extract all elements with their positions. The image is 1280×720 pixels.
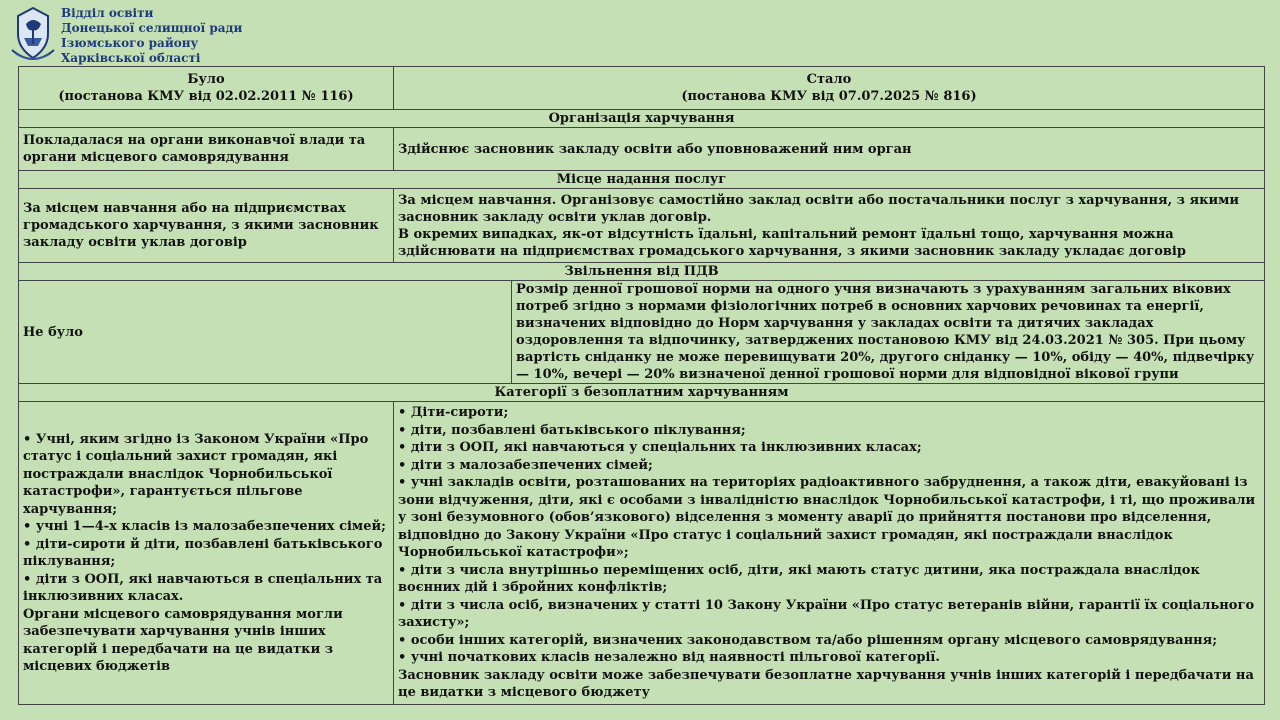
column-title: Було [187, 72, 225, 87]
cell-text: Засновник закладу освіти може забезпечувати безоплатне харчування учнів інших категорій і передбачати на це видатки з місцевого бюджету [398, 667, 1254, 701]
cell-after [394, 189, 1265, 263]
cell-after [394, 128, 1265, 171]
list-item: • учні закладів освіти, розташованих на територіях радіоактивного забруднення, а також діти, евакуйовані із зони відчуження, діти, які є особами з інвалідністю внаслідок Чорнобильської катастрофи, і ті, що проживали у зоні безумовного (обов’язкового) відселення з моменту аварії до прийняття постанови про відселення, відповідно до Закону України «Про статус і соціальний захист громадян, які постраждали внаслідок Чорнобильської катастрофи»; [398, 475, 1256, 561]
list-item: • особи інших категорій, визначених законодавством та/або рішенням органу місцевого самоврядування; [398, 632, 1218, 648]
cell-text: В окремих випадках, як-от відсутність їдальні, капітальний ремонт їдальні тощо, харчування можна здійснювати на підприємствах громадського харчування, з якими засновник закладу укладає договір [398, 226, 1186, 259]
section-header-row [19, 110, 1265, 128]
cell-before [19, 402, 394, 705]
list-item: • Діти-сироти; [398, 405, 509, 421]
section-header-row [19, 263, 1265, 281]
section-title: Категорії з безоплатним харчуванням [19, 384, 1265, 402]
department-name [61, 6, 242, 66]
list-item: • діти-сироти й діти, позбавлені батьківського піклування; [23, 536, 383, 569]
list-item: • учні початкових класів незалежно від наявності пільгової категорії. [398, 650, 940, 666]
column-subtitle: (постанова КМУ від 02.02.2011 № 116) [58, 89, 354, 104]
header [4, 2, 404, 66]
cell-before [19, 189, 394, 263]
cell-text: За місцем навчання. Організовує самостійно заклад освіти або постачальники послуг з харчування, з якими засновник закладу освіти уклав договір. [398, 192, 1240, 225]
column-subtitle: (постанова КМУ від 07.07.2025 № 816) [681, 89, 977, 104]
department-line: Харківської області [61, 51, 201, 65]
department-line: Донецької селищної ради [61, 21, 243, 35]
column-header-before [19, 67, 394, 110]
cell-text: Розмір денної грошової норми на одного учня визначають з урахуванням загальних вікових потреб згідно з нормами фізіологічних потреб в основних харчових речовинах та енергії, визначених відповідно до Норм харчування у закладах освіти та дитячих закладах оздоровлення та відпочинку, затверджених постановою КМУ від 24.03.2021 № 305. При цьому вартість сніданку не може перевищувати 20%, другого сніданку — 10%, обіду — 40%, підвечірку — 10%, вечері — 20% визначеної денної грошової норми для відповідної вікової групи [516, 282, 1255, 382]
list-item: • діти з ООП, які навчаються у спеціальних та інклюзивних класах; [398, 440, 922, 456]
emblem-logo-icon [8, 4, 58, 68]
list-item: • учні 1—4-х класів із малозабезпечених сімей; [23, 519, 386, 534]
table-row [19, 128, 1265, 171]
section-header-row [19, 384, 1265, 402]
cell-text: Покладалася на органи виконавчої влади та органи місцевого самоврядування [23, 133, 366, 165]
section-title: Місце надання послуг [19, 171, 1265, 189]
list-item: • діти, позбавлені батьківського піклування; [398, 422, 746, 438]
cell-after [394, 402, 1265, 705]
list-item: • діти з числа осіб, визначених у статті 10 Закону України «Про статус ветеранів війни, гарантії їх соціального захисту»; [398, 597, 1255, 631]
cell-text: Органи місцевого самоврядування могли забезпечувати харчування учнів інших категорій і передбачати на це видатки з місцевих бюджетів [23, 606, 343, 674]
list-item: • діти з ООП, які навчаються в спеціальних та інклюзивних класах. [23, 571, 383, 604]
table-row [19, 189, 1265, 263]
department-line: Відділ освіти [61, 6, 154, 20]
cell-before [19, 281, 512, 384]
table-row [19, 281, 1265, 384]
cell-before [19, 128, 394, 171]
table-row [19, 402, 1265, 705]
list-item: • Учні, яким згідно із Законом України «Про статус і соціальний захист громадян, які постраждали внаслідок Чорнобильської катастрофи», гарантується пільгове харчування; [23, 431, 369, 517]
cell-text: За місцем навчання або на підприємствах громадського харчування, з якими засновник закладу освіти уклав договір [23, 201, 379, 250]
cell-text: Не було [23, 324, 83, 340]
list-item: • діти з числа внутрішньо переміщених осіб, діти, які мають статус дитини, яка постраждала внаслідок воєнних дій і збройних конфліктів; [398, 562, 1200, 596]
comparison-table [18, 66, 1265, 705]
section-title: Організація харчування [19, 110, 1265, 128]
column-title: Стало [806, 72, 852, 87]
list-item: • діти з малозабезпечених сімей; [398, 457, 653, 473]
table-header-row [19, 67, 1265, 110]
department-line: Ізюмського району [61, 36, 199, 50]
section-header-row [19, 171, 1265, 189]
cell-text: Здійснює засновник закладу освіти або уповноважений ним орган [398, 141, 912, 157]
section-title: Звільнення від ПДВ [19, 263, 1265, 281]
column-header-after [394, 67, 1265, 110]
cell-after [512, 281, 1265, 384]
